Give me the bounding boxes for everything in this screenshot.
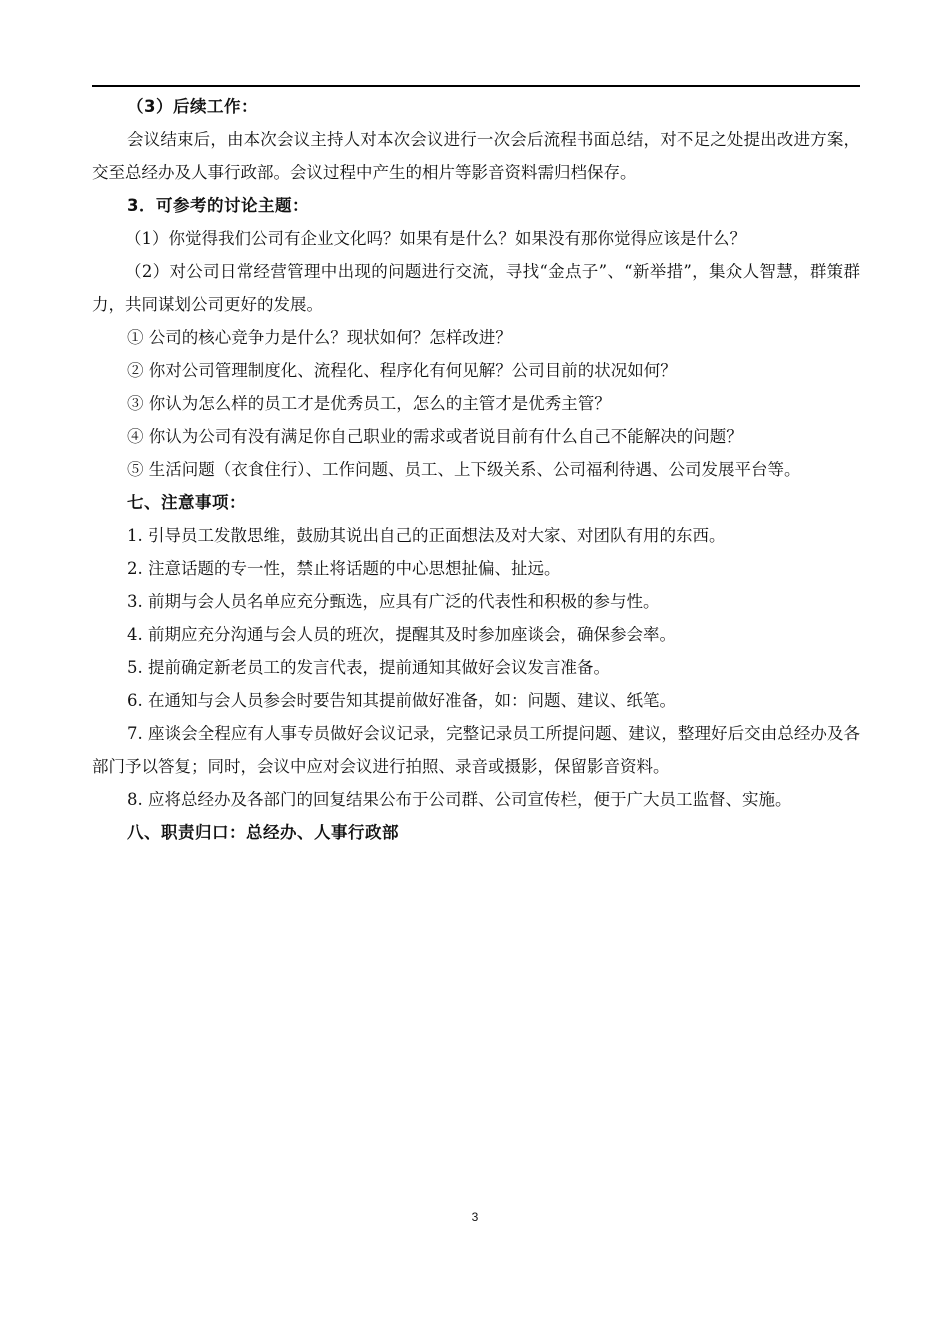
note-7: 7. 座谈会全程应有人事专员做好会议记录，完整记录员工所提问题、建议，整理好后交由总经办及各部门予以答复；同时，会议中应对会议进行拍照、录音或摄影，保留影音资料。 — [92, 724, 860, 776]
notes-heading: 七、注意事项： — [127, 493, 246, 512]
sub-item-4: ④ 你认为公司有没有满足你自己职业的需求或者说目前有什么自己不能解决的问题？ — [127, 427, 743, 446]
sub-item-3: ③ 你认为怎么样的员工才是优秀员工，怎么的主管才是优秀主管？ — [127, 394, 611, 413]
header-rule — [92, 85, 860, 87]
note-4: 4. 前期应充分沟通与会人员的班次，提醒其及时参加座谈会，确保参会率。 — [127, 625, 676, 644]
document-body — [92, 90, 860, 849]
note-2: 2. 注意话题的专一性，禁止将话题的中心思想扯偏、扯远。 — [127, 559, 561, 578]
note-6: 6. 在通知与会人员参会时要告知其提前做好准备，如：问题、建议、纸笔。 — [127, 691, 676, 710]
note-5: 5. 提前确定新老员工的发言代表，提前通知其做好会议发言准备。 — [127, 658, 610, 677]
responsibility-heading: 八、职责归口：总经办、人事行政部 — [127, 823, 399, 842]
note-8: 8. 应将总经办及各部门的回复结果公布于公司群、公司宣传栏，便于广大员工监督、实施。 — [127, 790, 792, 809]
sub-item-2: ② 你对公司管理制度化、流程化、程序化有何见解？公司目前的状况如何？ — [127, 361, 677, 380]
followup-heading: （3）后续工作： — [127, 97, 258, 116]
note-1: 1. 引导员工发散思维，鼓励其说出自己的正面想法及对大家、对团队有用的东西。 — [127, 526, 726, 545]
followup-paragraph: 会议结束后，由本次会议主持人对本次会议进行一次会后流程书面总结，对不足之处提出改进方案，交至总经办及人事行政部。会议过程中产生的相片等影音资料需归档保存。 — [92, 130, 860, 182]
sub-item-1: ① 公司的核心竞争力是什么？现状如何？怎样改进？ — [127, 328, 512, 347]
sub-item-5: ⑤ 生活问题（衣食住行）、工作问题、员工、上下级关系、公司福利待遇、公司发展平台等。 — [127, 460, 801, 479]
page-number: 3 — [471, 1210, 479, 1224]
topic-1: （1）你觉得我们公司有企业文化吗？如果有是什么？如果没有那你觉得应该是什么？ — [125, 229, 746, 248]
topic-2: （2）对公司日常经营管理中出现的问题进行交流，寻找“金点子”、“新举措”，集众人智慧，群策群力，共同谋划公司更好的发展。 — [92, 262, 860, 314]
topics-heading: 3．可参考的讨论主题： — [127, 196, 309, 215]
note-3: 3. 前期与会人员名单应充分甄选，应具有广泛的代表性和积极的参与性。 — [127, 592, 660, 611]
